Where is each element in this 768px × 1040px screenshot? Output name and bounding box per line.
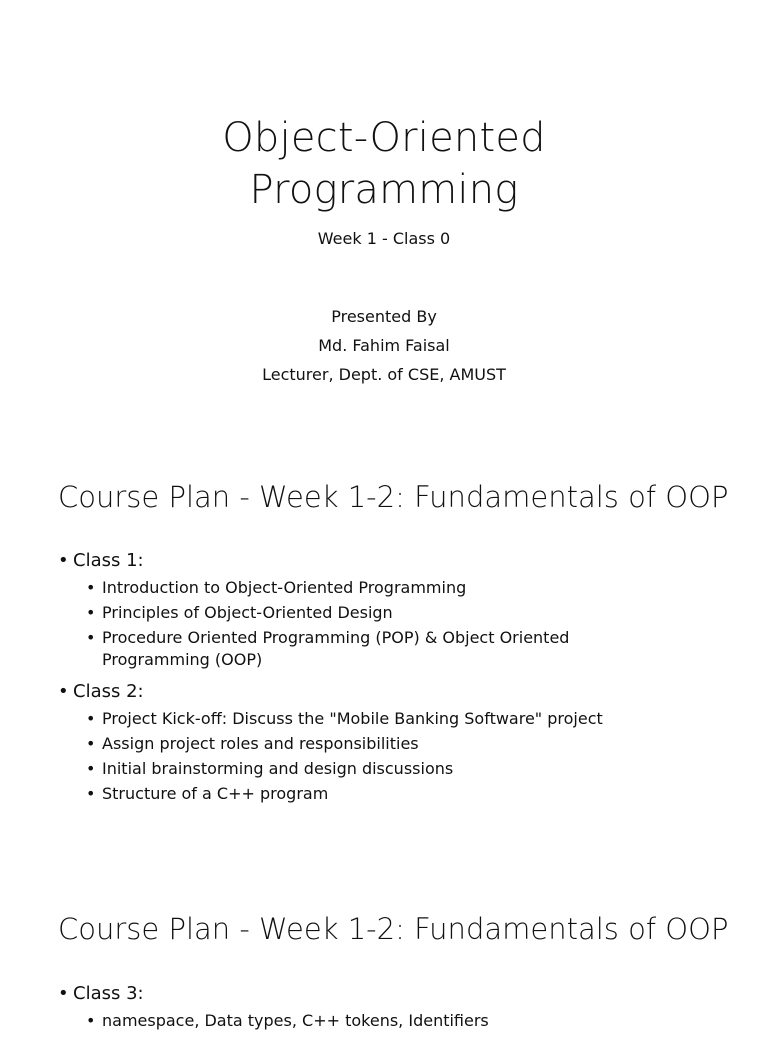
class-label: Class 1: xyxy=(73,550,144,571)
topic-text: Project Kick-off: Discuss the "Mobile Banking Software" project xyxy=(102,709,603,728)
slide-title-line-2: Programming xyxy=(249,167,519,213)
topic-text: Introduction to Object-Oriented Programming xyxy=(102,578,467,597)
slide-title-line-1: Object-Oriented xyxy=(222,115,546,161)
slide-subtitle: Week 1 - Class 0 xyxy=(317,229,451,248)
topic-text: Structure of a C++ program xyxy=(102,784,329,803)
topic-text: namespace, Data types, C++ tokens, Identifiers xyxy=(102,1011,489,1030)
bullet-icon: • xyxy=(86,603,96,622)
class-label: Class 3: xyxy=(73,983,144,1004)
bullet-icon: • xyxy=(86,784,96,803)
bullet-icon: • xyxy=(86,759,96,778)
class-block xyxy=(58,981,698,1032)
bullet-icon: • xyxy=(58,681,69,702)
bullet-icon: • xyxy=(86,709,96,728)
topic-text: Principles of Object-Oriented Design xyxy=(102,603,393,622)
course-plan-title: Course Plan - Week 1-2: Fundamentals of OOP xyxy=(58,912,729,946)
presenter-role: Lecturer, Dept. of CSE, AMUST xyxy=(262,365,506,384)
presenter-name: Md. Fahim Faisal xyxy=(318,336,450,355)
bullet-icon: • xyxy=(58,983,69,1004)
bullet-icon: • xyxy=(86,628,96,647)
class-label: Class 2: xyxy=(73,681,144,702)
bullet-icon: • xyxy=(86,578,96,597)
topic-list xyxy=(86,1010,698,1032)
topic-text: Initial brainstorming and design discussions xyxy=(102,759,454,778)
course-plan-outline xyxy=(58,981,698,1040)
presented-by-label: Presented By xyxy=(331,307,437,326)
bullet-icon: • xyxy=(86,734,96,753)
course-plan-title: Course Plan - Week 1-2: Fundamentals of OOP xyxy=(58,480,729,514)
bullet-icon: • xyxy=(86,1011,96,1030)
topic-item xyxy=(86,1010,698,1032)
bullet-icon: • xyxy=(58,550,69,571)
topic-text: Procedure Oriented Programming (POP) & Object Oriented Programming (OOP) xyxy=(102,628,570,669)
topic-text: Assign project roles and responsibilities xyxy=(102,734,419,753)
class-heading xyxy=(58,981,698,1007)
